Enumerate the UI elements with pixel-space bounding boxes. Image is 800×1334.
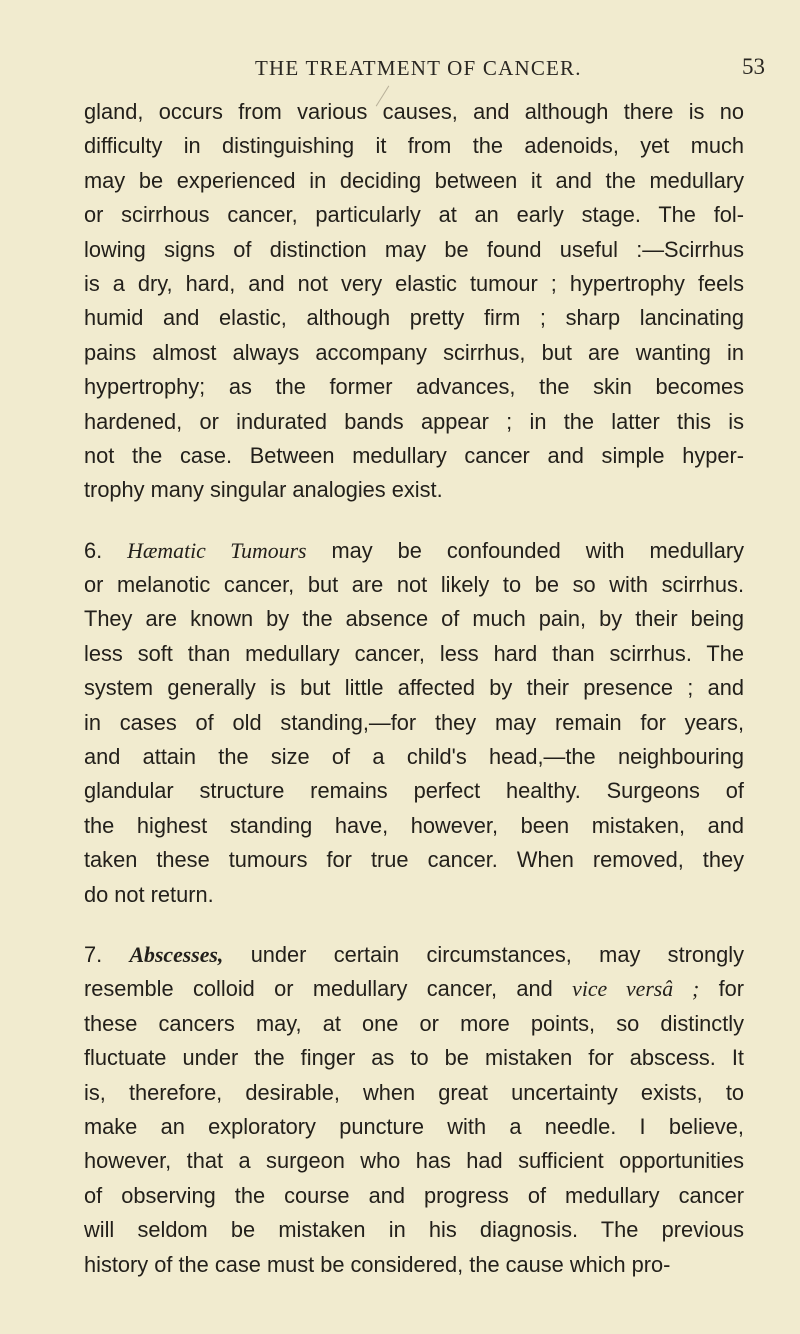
- paragraph-abscesses: [84, 938, 744, 1282]
- text-line: will seldom be mistaken in his diagnosis. The previous: [84, 1217, 744, 1243]
- text-line: gland, occurs from various causes, and although there is no: [84, 99, 744, 124]
- text-line: do not return.: [84, 881, 214, 907]
- section-number: 6.: [84, 537, 103, 563]
- text-line: humid and elastic, although pretty firm ; sharp lancinating: [84, 305, 744, 331]
- text-line: trophy many singular analogies exist.: [84, 477, 443, 503]
- text-line: [84, 938, 744, 972]
- text-line: or melanotic cancer, but are not likely to be so with scirrhus.: [84, 572, 744, 598]
- page-number: 53: [742, 54, 765, 79]
- text-line: less soft than medullary cancer, less hard than scirrhus. The: [84, 640, 744, 666]
- section-heading: Hæmatic Tumours: [127, 538, 307, 563]
- text-line: [84, 534, 744, 568]
- text-line: pains almost always accompany scirrhus, but are wanting in: [84, 339, 744, 365]
- text-line: They are known by the absence of much pain, by their being: [84, 606, 744, 632]
- text-line: hardened, or indurated bands appear ; in the latter this is: [84, 408, 744, 434]
- paragraph-haematic-tumours: [84, 534, 744, 912]
- text-line: hypertrophy; as the former advances, the skin becomes: [84, 374, 744, 400]
- text-fragment: for: [718, 976, 745, 1002]
- text-line: the highest standing have, however, been mistaken, and: [84, 812, 744, 838]
- text-line: [84, 972, 744, 1006]
- text-line: however, that a surgeon who has had sufficient opportunities: [84, 1148, 744, 1174]
- section-number: 7.: [84, 941, 103, 967]
- text-line: taken these tumours for true cancer. When removed, they: [84, 847, 744, 873]
- text-line: system generally is but little affected by their presence ; and: [84, 675, 744, 701]
- text-line: glandular structure remains perfect healthy. Surgeons of: [84, 778, 744, 804]
- text-line: not the case. Between medullary cancer and simple hyper-: [84, 442, 744, 468]
- text-line: is, therefore, desirable, when great uncertainty exists, to: [84, 1079, 744, 1105]
- text-line: fluctuate under the finger as to be mistaken for abscess. It: [84, 1045, 744, 1071]
- latin-phrase: vice versâ ;: [572, 977, 700, 1002]
- text-fragment: resemble colloid or medullary cancer, and: [84, 976, 553, 1002]
- section-heading: Abscesses,: [129, 942, 224, 967]
- text-line: may be experienced in deciding between it and the medullary: [84, 167, 744, 193]
- text-line: make an exploratory puncture with a needle. I believe,: [84, 1113, 744, 1139]
- text-line: and attain the size of a child's head,—the neighbouring: [84, 744, 744, 770]
- page-header: [0, 56, 800, 90]
- text-line: in cases of old standing,—for they may remain for years,: [84, 709, 744, 735]
- text-line: history of the case must be considered, the cause which pro-: [84, 1251, 671, 1277]
- text-fragment: under certain circumstances, may strongly: [250, 941, 744, 967]
- running-title: THE TREATMENT OF CANCER.: [255, 56, 582, 80]
- text-line: lowing signs of distinction may be found useful :—Scirrhus: [84, 236, 744, 262]
- text-line: of observing the course and progress of medullary cancer: [84, 1182, 744, 1208]
- text-line: is a dry, hard, and not very elastic tumour ; hypertrophy feels: [84, 270, 744, 296]
- text-line: difficulty in distinguishing it from the adenoids, yet much: [84, 133, 744, 159]
- body-text: [84, 95, 744, 1282]
- text-fragment: may be confounded with medullary: [331, 537, 744, 563]
- text-line: these cancers may, at one or more points, so distinctly: [84, 1010, 744, 1036]
- paragraph-continuation: [84, 95, 744, 508]
- text-line: or scirrhous cancer, particularly at an early stage. The fol-: [84, 202, 744, 228]
